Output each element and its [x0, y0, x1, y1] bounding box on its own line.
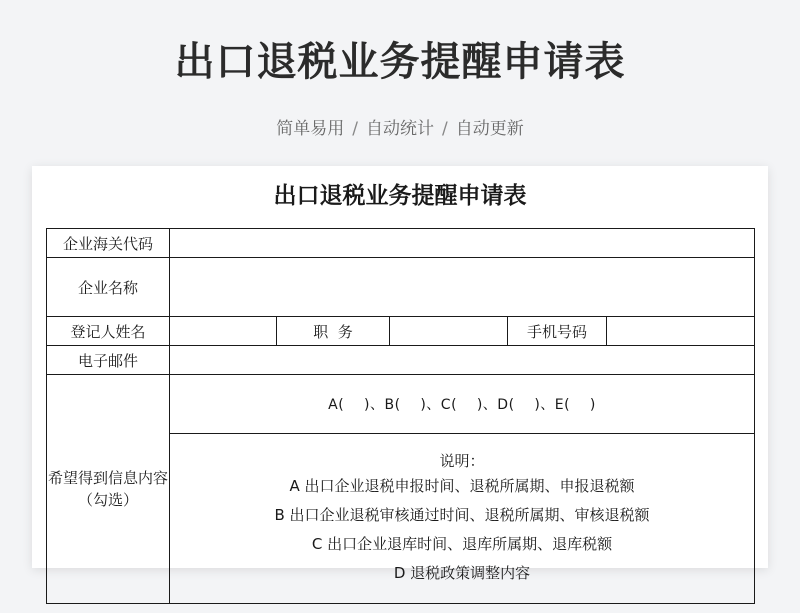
subtitle-separator: /	[442, 119, 448, 139]
table-row	[47, 375, 755, 434]
subtitle-feature-1: 简单易用	[276, 119, 345, 139]
page-title: 出口退税业务提醒申请表	[174, 39, 626, 85]
notes-item-a: A 出口企业退税申报时间、退税所属期、申报退税额	[289, 476, 635, 495]
company-name-label: 企业名称	[47, 258, 170, 317]
registrant-name-field[interactable]	[170, 317, 277, 346]
page-subtitle	[0, 114, 800, 139]
notes-item-c: C 出口企业退库时间、退库所属期、退库税额	[311, 534, 613, 553]
position-label: 职 务	[277, 317, 390, 346]
form-sheet	[32, 166, 768, 582]
subtitle-separator: /	[352, 119, 358, 139]
customs-code-label: 企业海关代码	[47, 229, 170, 258]
company-name-field[interactable]	[170, 258, 755, 317]
table-row	[47, 317, 755, 346]
notes-cell	[170, 434, 755, 604]
position-field[interactable]	[390, 317, 508, 346]
email-label: 电子邮件	[47, 346, 170, 375]
info-choice-checkboxes[interactable]: A( )、B( )、C( )、D( )、E( )	[170, 375, 755, 434]
form-title: 出口退税业务提醒申请表	[273, 183, 527, 209]
notes-item-d: D 退税政策调整内容	[393, 563, 531, 582]
application-form-table	[46, 228, 755, 604]
subtitle-feature-2: 自动统计	[366, 119, 434, 139]
phone-label: 手机号码	[508, 317, 607, 346]
notes-heading: 说明：	[439, 451, 485, 470]
subtitle-feature-3: 自动更新	[455, 119, 524, 139]
table-row	[47, 346, 755, 375]
table-row	[47, 229, 755, 258]
info-wanted-label: 希望得到信息内容（勾选）	[47, 375, 170, 604]
customs-code-field[interactable]	[170, 229, 755, 258]
registrant-name-label: 登记人姓名	[47, 317, 170, 346]
phone-field[interactable]	[607, 317, 755, 346]
email-field[interactable]	[170, 346, 755, 375]
table-row	[47, 258, 755, 317]
notes-item-b: B 出口企业退税审核通过时间、退税所属期、审核退税额	[274, 505, 650, 524]
